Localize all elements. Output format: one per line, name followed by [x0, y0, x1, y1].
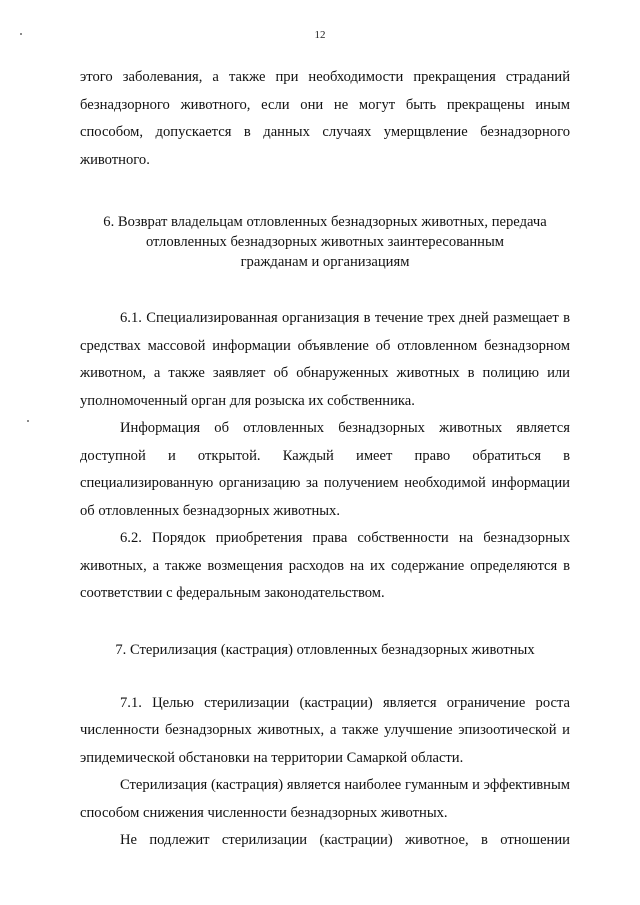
document-body	[80, 64, 570, 855]
paragraph-6-2: 6.2. Порядок приобретения права собственности на безнадзорных животных, а также возмещения расходов на их содержание определяются в соответствии с федеральным законодательством.	[80, 530, 570, 601]
paragraph-7-1: 7.1. Целью стерилизации (кастрации) является ограничение роста численности безнадзорных животных, а также улучшение эпизоотической и эпидемической обстановки на территории Самаркой области.	[80, 694, 570, 766]
paragraph-continuation: этого заболевания, а также при необходимости прекращения страданий безнадзорного животного, если они не могут быть прекращены иным способом, допускается в данных случаях умерщвление безнадзорного животного.	[80, 69, 570, 168]
section-6-heading-line: отловленных безнадзорных животных заинтересованным	[145, 234, 505, 250]
section-6-heading	[75, 212, 575, 272]
paragraph-6-1-info: Информация об отловленных безнадзорных животных является доступной и открытой. Каждый имеет право обратиться в специализированную организацию за получением необходимой информации об отловленных безнадзорных животных.	[80, 420, 570, 519]
scan-speck	[27, 420, 29, 422]
paragraph-6-1: 6.1. Специализированная организация в течение трех дней размещает в средствах массовой информации объявление об отловленном безнадзорном животном, а также заявляет об обнаруженных животных в полицию или уполномоченный орган для розыска их собственника.	[80, 310, 570, 409]
scan-speck	[20, 33, 22, 35]
section-6-heading-line: гражданам и организациям	[240, 254, 410, 270]
page-number: 12	[314, 29, 326, 41]
paragraph-7-1-sterilization: Стерилизация (кастрация) является наиболее гуманным и эффективным способом снижения численности безнадзорных животных.	[80, 777, 570, 821]
section-6-heading-line: 6. Возврат владельцам отловленных безнадзорных животных, передача	[103, 214, 547, 230]
section-7-heading: 7. Стерилизация (кастрация) отловленных безнадзорных животных	[115, 641, 535, 658]
paragraph-7-1-exclusion: Не подлежит стерилизации (кастрации) животное, в отношении	[120, 832, 570, 848]
